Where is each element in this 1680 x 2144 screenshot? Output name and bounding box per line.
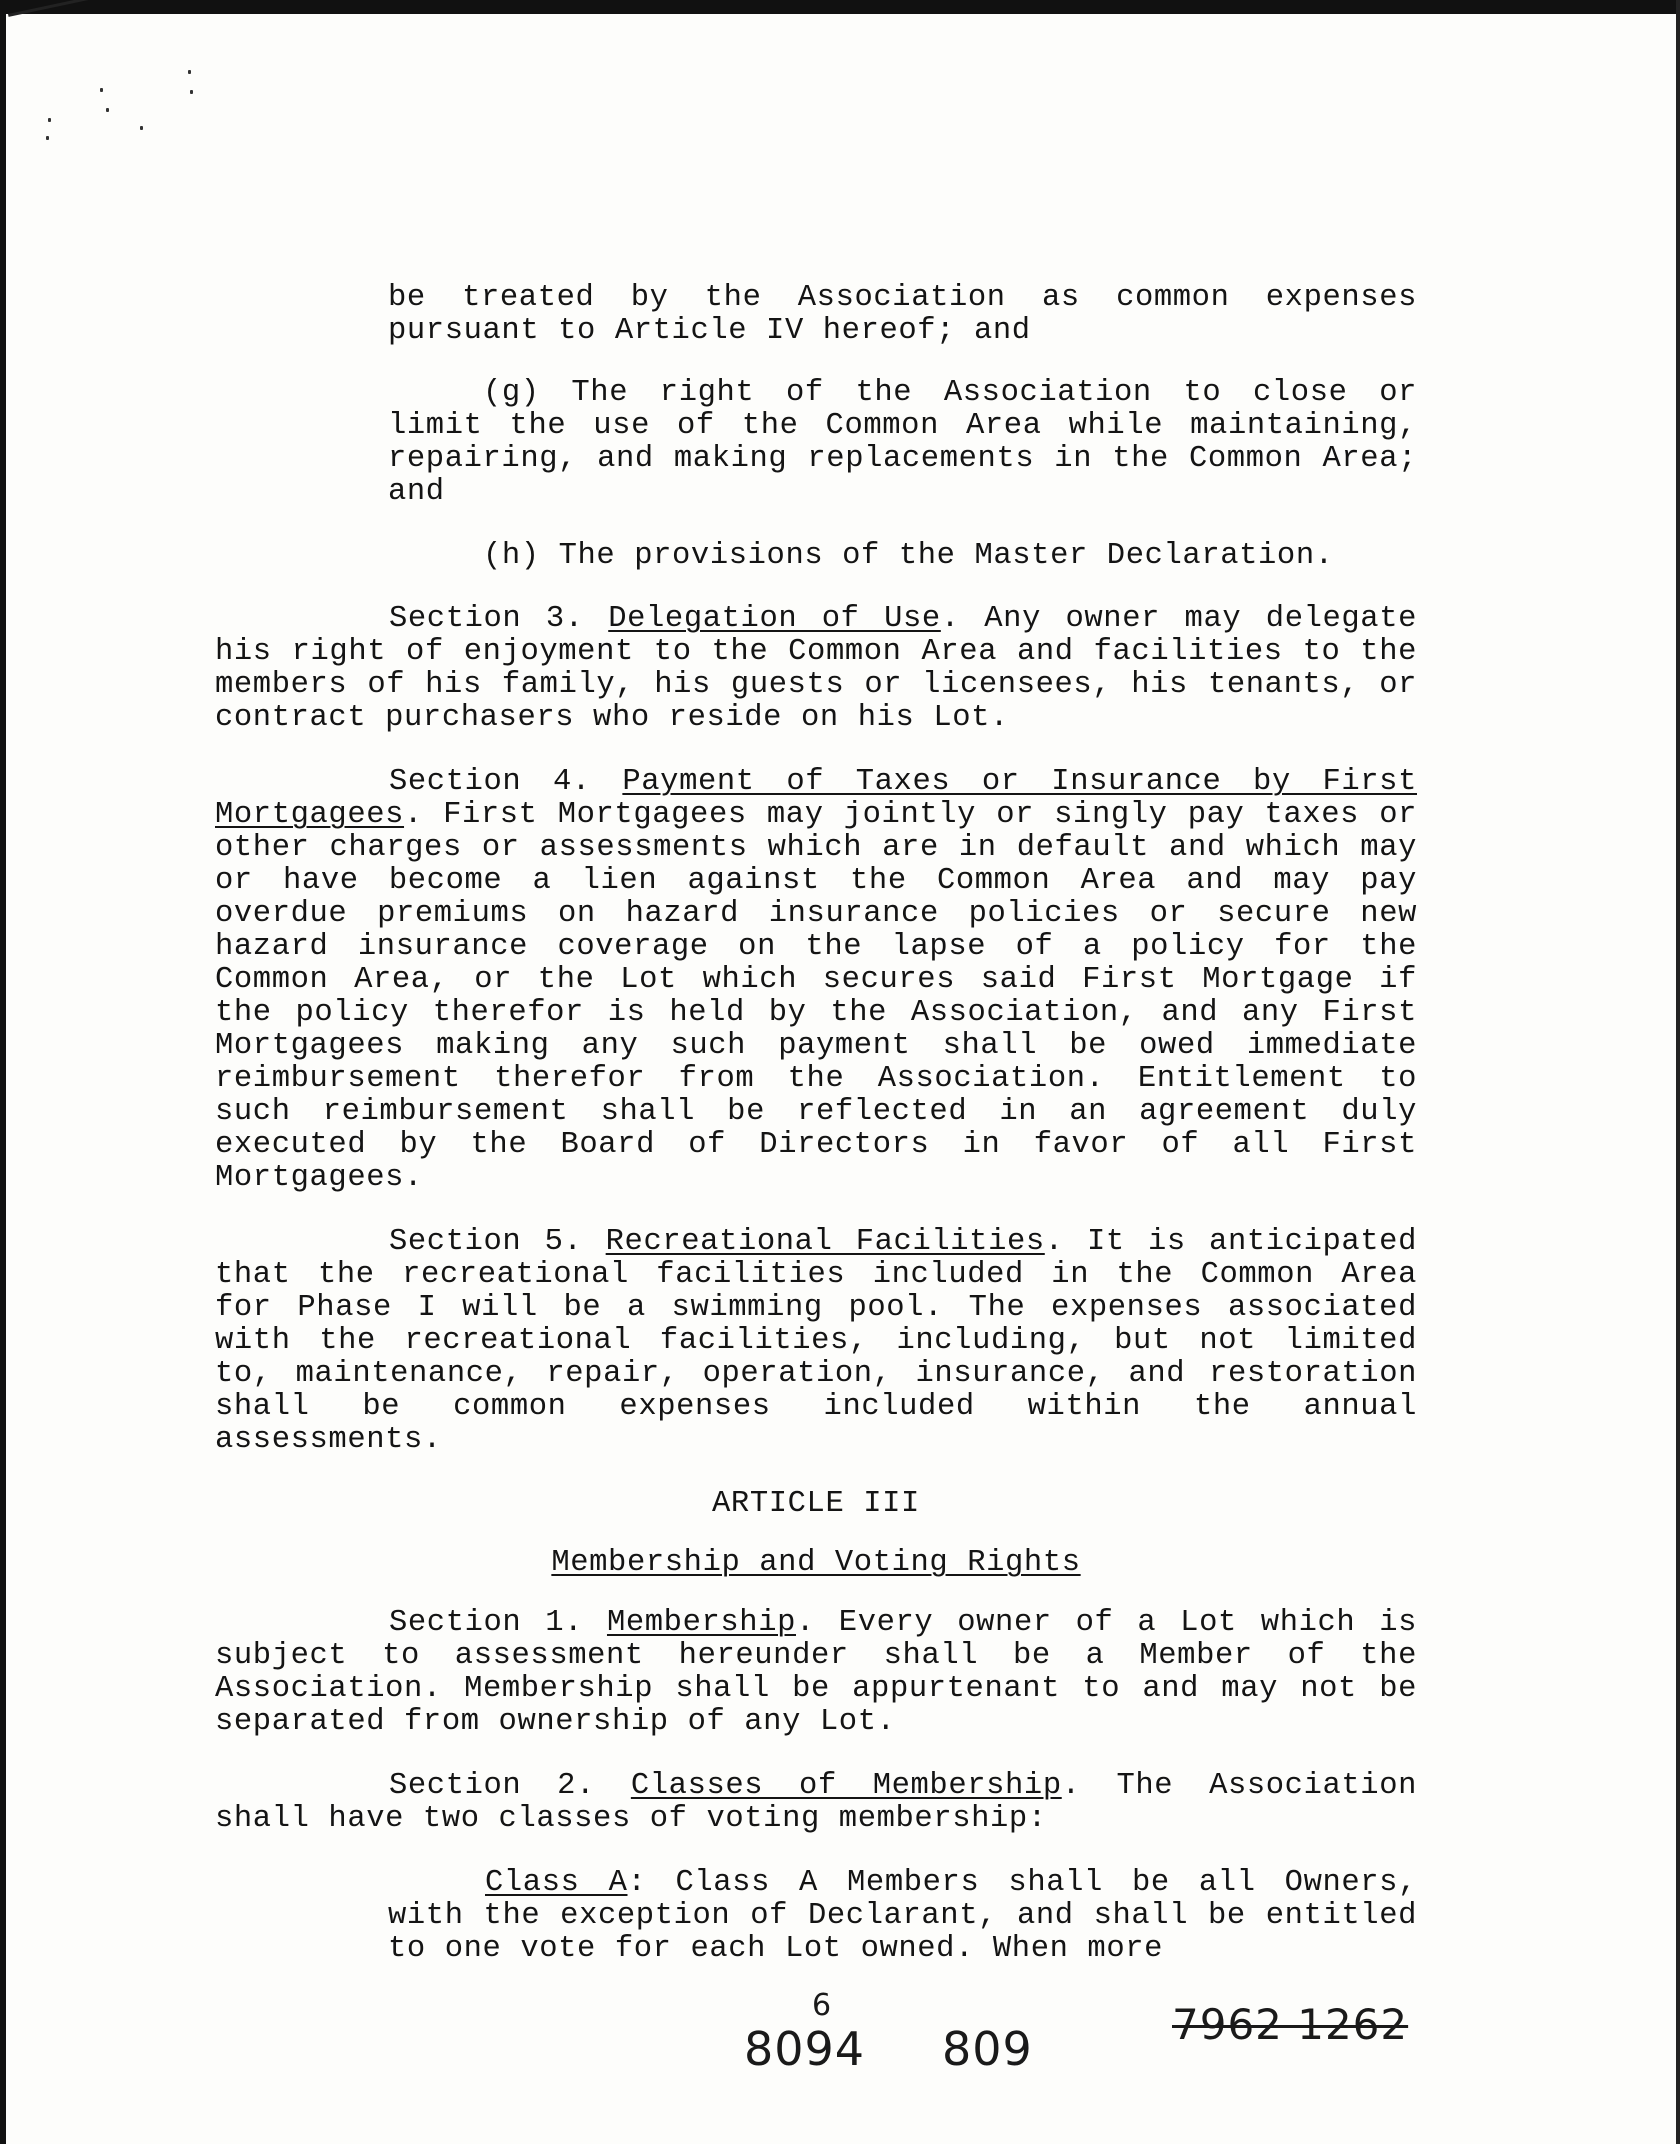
section-text: . It is anticipated that the recreational facilities included in the Common Area for Phase I will be a swimming pool. The expenses associated with the recreational facilities, including, but not limited to, maintenance, repair, operation, insurance, and restoration shall be common expenses included within the annual assessments.: [215, 1225, 1417, 1457]
article-3-section-2-paragraph: [215, 1770, 1417, 1836]
section-text: . Every owner of a Lot which is subject to assessment hereunder shall be a Member of the Association. Membership shall be appurtenant to and may not be separated from ownership of any Lot.: [215, 1606, 1418, 1739]
footer-number-struck: 7962 1262: [1172, 2000, 1409, 2049]
continuation-paragraph: be treated by the Association as common expenses pursuant to Article IV hereof; and: [388, 281, 1417, 348]
section-heading: Delegation of Use: [608, 602, 941, 636]
scan-artifact: [8, 0, 146, 66]
footer-number-left: 8094: [744, 2022, 866, 2076]
scan-speck: [46, 136, 49, 140]
section-heading: Payment of Taxes or Insurance by First Mortgagees: [215, 765, 1417, 832]
item-g-paragraph: (g) The right of the Association to close or limit the use of the Common Area while maintaining, repairing, and making replacements in the Common Area; and: [388, 376, 1417, 509]
class-heading: Class A: [485, 1866, 628, 1900]
footer-number-mid: 809: [942, 2022, 1033, 2076]
scan-border-right: [1676, 0, 1680, 2144]
page-number-superscript: 6: [812, 1988, 832, 2023]
class-a-paragraph: [388, 1867, 1417, 1966]
scan-border-left: [0, 0, 6, 2144]
scan-speck: [140, 126, 143, 130]
scan-border-top: [0, 0, 1680, 14]
article-title: ARTICLE III: [712, 1487, 920, 1521]
section-text: . The Association shall have two classes of voting membership:: [215, 1769, 1417, 1836]
article-subtitle: [215, 1547, 1417, 1580]
section-label: Section 4.: [389, 765, 591, 799]
scan-speck: [190, 90, 193, 94]
item-h-paragraph: (h) The provisions of the Master Declaration.: [483, 539, 1334, 573]
scan-speck: [188, 70, 191, 74]
section-heading: Classes of Membership: [630, 1769, 1062, 1803]
section-label: Section 3.: [389, 602, 584, 636]
section-5-paragraph: [215, 1226, 1417, 1457]
section-label: Section 5.: [389, 1225, 583, 1259]
document-body: [215, 282, 1417, 1997]
section-text: . First Mortgagees may jointly or singly pay taxes or other charges or assessments which are in default and which may or have become a lien against the Common Area and may pay overdue premiums on hazard insurance policies or secure new hazard insurance coverage on the lapse of a policy for the Common Area, or the Lot which secures said First Mortgage if the policy therefor is held by the Association, and any First Mortgagees making any such payment shall be owed immediate reimbursement therefor from the Association. Entitlement to such reimbursement shall be reflected in an agreement duly executed by the Board of Directors in favor of all First Mortgagees.: [215, 798, 1417, 1195]
section-label: Section 1.: [389, 1606, 584, 1640]
article-subtitle-text: Membership and Voting Rights: [551, 1546, 1081, 1580]
section-label: Section 2.: [389, 1769, 595, 1803]
class-text: : Class A Members shall be all Owners, with the exception of Declarant, and shall be entitled to one vote for each Lot owned. When more: [388, 1866, 1417, 1966]
section-3-paragraph: [215, 603, 1417, 735]
article-3-section-1-paragraph: [215, 1607, 1417, 1739]
section-text: . Any owner may delegate his right of enjoyment to the Common Area and facilities to the members of his family, his guests or licensees, his tenants, or contract purchasers who reside on his Lot.: [215, 602, 1418, 735]
section-heading: Membership: [606, 1606, 796, 1640]
section-heading: Recreational Facilities: [605, 1225, 1045, 1259]
scan-speck: [106, 108, 109, 112]
scan-speck: [100, 88, 103, 92]
scan-speck: [48, 118, 51, 122]
section-4-paragraph: [215, 766, 1417, 1195]
